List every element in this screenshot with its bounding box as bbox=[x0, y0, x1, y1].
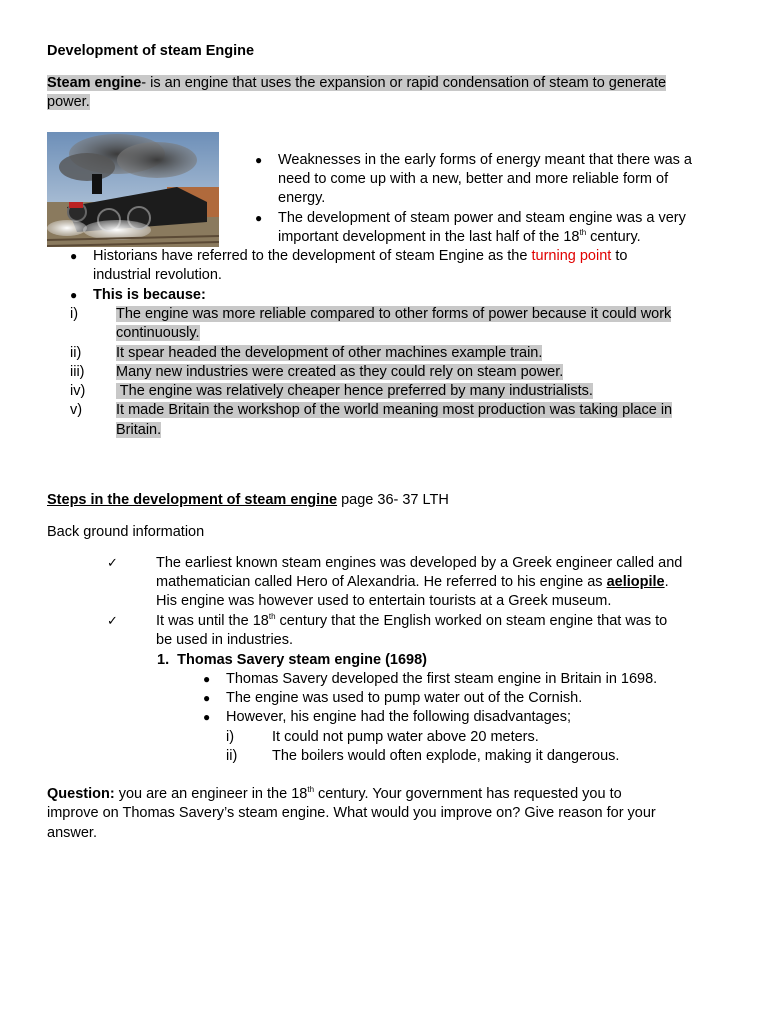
reason-text: Many new industries were created as they could rely on steam power. bbox=[116, 364, 564, 380]
bullet-1-line-1: Weaknesses in the early forms of energy meant that there was a bbox=[278, 152, 692, 168]
check-2-line-2: be used in industries. bbox=[156, 632, 294, 648]
reason-text: It spear headed the development of other machines example train. bbox=[116, 345, 543, 361]
bullet-icon: ● bbox=[70, 288, 78, 302]
definition-line-1 bbox=[47, 74, 666, 93]
reason-number: v) bbox=[70, 402, 83, 418]
historians-text-end: to bbox=[611, 248, 628, 264]
background-label: Back ground information bbox=[47, 524, 205, 540]
page-reference: page 36- 37 LTH bbox=[337, 492, 449, 508]
definition-term: Steam engine bbox=[47, 75, 142, 91]
steam-locomotive-photo-icon bbox=[47, 132, 219, 247]
question-line-3: answer. bbox=[47, 825, 97, 841]
definition-line-2 bbox=[47, 93, 90, 112]
reason-1-line-2 bbox=[116, 324, 200, 343]
steps-heading-line bbox=[47, 491, 449, 510]
historians-line-2: industrial revolution. bbox=[93, 267, 222, 283]
check-1-line-1: The earliest known steam engines was developed by a Greek engineer called and bbox=[156, 555, 683, 571]
check-1-line-2 bbox=[156, 573, 669, 592]
reason-text: Britain. bbox=[116, 422, 162, 438]
superscript: th bbox=[307, 785, 315, 795]
historians-text: Historians have referred to the development of steam Engine as the bbox=[93, 248, 532, 264]
check-2-line-1 bbox=[156, 612, 667, 631]
disadvantage-number: ii) bbox=[226, 748, 238, 764]
superscript: th bbox=[579, 228, 587, 238]
savery-heading: 1. Thomas Savery steam engine (1698) bbox=[157, 652, 427, 668]
reason-number: ii) bbox=[70, 345, 82, 361]
reason-text: continuously. bbox=[116, 325, 200, 341]
reason-3 bbox=[116, 363, 563, 382]
bullet-icon: ● bbox=[203, 710, 211, 724]
page-title: Development of steam Engine bbox=[47, 43, 255, 59]
savery-bullet-2: The engine was used to pump water out of the Cornish. bbox=[226, 690, 583, 706]
check-1-text-end: . bbox=[664, 574, 669, 590]
reason-text: The engine was more reliable compared to other forms of power because it could work bbox=[116, 306, 672, 322]
question-text: you are an engineer in the 18 bbox=[114, 786, 308, 802]
bullet-2-text-end: century. bbox=[586, 229, 641, 245]
historians-line-1 bbox=[93, 247, 627, 266]
disadvantage-1: It could not pump water above 20 meters. bbox=[272, 729, 539, 745]
bullet-2-line-2 bbox=[278, 228, 641, 247]
reason-5-line-1 bbox=[116, 401, 672, 420]
bullet-icon: ● bbox=[255, 211, 263, 225]
bullet-icon: ● bbox=[203, 691, 211, 705]
reason-number: iii) bbox=[70, 364, 85, 380]
reason-number: iv) bbox=[70, 383, 86, 399]
reason-4 bbox=[116, 382, 593, 401]
because-heading: This is because: bbox=[93, 287, 206, 303]
bullet-1-line-3: energy. bbox=[278, 190, 326, 206]
disadvantage-number: i) bbox=[226, 729, 235, 745]
reason-text: The engine was relatively cheaper hence preferred by many industrialists. bbox=[116, 383, 593, 399]
superscript: th bbox=[268, 612, 276, 622]
savery-bullet-1: Thomas Savery developed the first steam engine in Britain in 1698. bbox=[226, 671, 658, 687]
question-line-2: improve on Thomas Savery’s steam engine. What would you improve on? Give reason for your bbox=[47, 805, 656, 821]
check-1-text: mathematician called Hero of Alexandria. He referred to his engine as bbox=[156, 574, 607, 590]
bullet-1-line-2: need to come up with a new, better and more reliable form of bbox=[278, 171, 669, 187]
steam-locomotive-image bbox=[47, 132, 219, 247]
bullet-2-line-1: The development of steam power and steam engine was a very bbox=[278, 210, 686, 226]
bullet-icon: ● bbox=[203, 672, 211, 686]
checkmark-icon: ✓ bbox=[107, 555, 118, 570]
definition-text: - is an engine that uses the expansion or rapid condensation of steam to generate bbox=[141, 75, 667, 91]
reason-5-line-2 bbox=[116, 421, 161, 440]
check-1-line-3: His engine was however used to entertain tourists at a Greek museum. bbox=[156, 593, 612, 609]
turning-point-highlight: turning point bbox=[531, 248, 612, 264]
question-text-end: century. Your government has requested you to bbox=[314, 786, 622, 802]
question-line-1 bbox=[47, 785, 622, 804]
question-label: Question: bbox=[47, 786, 115, 802]
reason-2 bbox=[116, 344, 542, 363]
reason-number: i) bbox=[70, 306, 79, 322]
check-2-text: It was until the 18 bbox=[156, 613, 269, 629]
steps-heading: Steps in the development of steam engine bbox=[47, 492, 338, 508]
disadvantage-2: The boilers would often explode, making it dangerous. bbox=[272, 748, 620, 764]
bullet-icon: ● bbox=[255, 153, 263, 167]
aeliopile-term: aeliopile bbox=[606, 574, 665, 590]
bullet-icon: ● bbox=[70, 249, 78, 263]
savery-bullet-3: However, his engine had the following disadvantages; bbox=[226, 709, 572, 725]
reason-text: It made Britain the workshop of the world meaning most production was taking place in bbox=[116, 402, 673, 418]
bullet-2-text: important development in the last half of the 18 bbox=[278, 229, 580, 245]
reason-1-line-1 bbox=[116, 305, 671, 324]
checkmark-icon: ✓ bbox=[107, 613, 118, 628]
definition-text-2: power. bbox=[47, 94, 90, 110]
check-2-text-end: century that the English worked on steam engine that was to bbox=[275, 613, 668, 629]
